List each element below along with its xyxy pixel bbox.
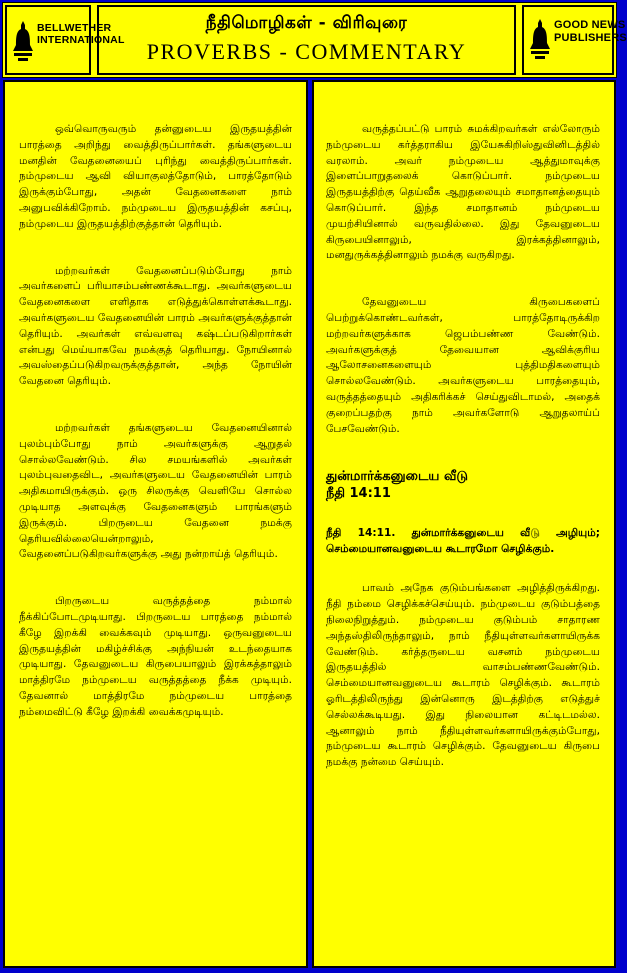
title-english: PROVERBS - COMMENTARY <box>146 39 467 64</box>
bell-icon <box>12 19 34 63</box>
verse-text: நீதி 14:11. துன்மார்க்கனுடைய வீடு அழியும்; செம்மையானவனுடைய கூடாரமோ செழிக்கும். <box>326 527 600 555</box>
title-tamil: நீதிமொழிகள் - விரிவுரை <box>205 13 408 33</box>
paragraph: வருத்தப்பட்டு பாரம் சுமக்கிறவர்கள் எல்லோரும் நம்முடைய கர்த்தராகிய இயேசுகிறிஸ்துவினிடத்தில் வரலாம். அவர் நம்முடைய ஆத்துமாவுக்கு இளைப்பாறுதலைக் கொடுப்பார். நம்முடைய இருதயத்திற்கு தெய்வீக ஆறுதலையும் சமாதானத்தையும் கொடுப்பார். இந்த சமாதானம் நம்முடைய முயற்சியினால் வருவதில்லை. இது தேவனுடைய கிருபையினாலும், இரக்கத்தினாலும், மனதுருக்கத்தினாலும் நமக்கு வருகிறது. <box>326 123 600 262</box>
right-column <box>312 80 616 968</box>
paragraph: மற்றவர்கள் வேதனைப்படும்போது நாம் அவர்களைப் பரியாசம்பண்ணக்கூடாது. அவர்களுடைய வேதனைகளை எளிதாக எடுத்துக்கொள்ளக்கூடாது. அவர்களுடைய வேதனையின் பாரம் அவர்களுக்குத்தான் தெரியும். அவர்கள் எவ்வளவு கஷ்டப்படுகிறார்கள் என்பது மெய்யாகவே நமக்குத் தெரியாது. நோயினால் அவஸ்தைப்படுகிறவருக்குத்தான், அந்த நோயின் வேதனை தெரியும். <box>19 264 292 388</box>
good-news-logo-text: GOOD NEWS PUBLISHERS <box>554 19 627 44</box>
section-heading: துன்மார்க்கனுடைய வீடு நீதி 14:11 <box>326 469 469 502</box>
paragraph: மற்றவர்கள் தங்களுடைய வேதனையினால் புலம்பும்போது நாம் அவர்களுக்கு ஆறுதல் சொல்லவேண்டும். சில சமயங்களில் அவர்கள் புலம்புவதைவிட, அவர்களுடைய வேதனையின் பாரம் அதிகமாயிருக்கும். ஒரு சிலருக்கு வெளியே சொல்ல முடியாத அளவுக்கு வேதனைகளும் பாரங்களும் இருக்கும். பிறருடைய வேதனை நமக்கு தெரியவில்லையென்றாலும், வேதனைப்படுகிறவர்களுக்கு அது நன்றாய்த் தெரியும். <box>19 421 292 561</box>
page-header <box>2 2 627 78</box>
paragraph: தேவனுடைய கிருபைகளைப் பெற்றுக்கொண்டவர்கள், பாரத்தோடிருக்கிற மற்றவர்களுக்காக ஜெபம்பண்ண வேண்டும். அவர்களுக்குத் தேவையான ஆவிக்குரிய ஆலோசனைகளையும் புத்திமதிகளையும் சொல்லவேண்டும். அவர்களுடைய பாரத்தையும், வருத்தத்தையும் அதிகரிக்கச் செய்துவிடாமல், அதைக் குறைப்பதற்கு நாம் அவர்களோடு ஆறுதலாய்ப் பேசவேண்டும். <box>326 296 600 435</box>
title-block <box>97 5 516 75</box>
bellwether-logo-text: BELLWETHER INTERNATIONAL <box>37 22 125 46</box>
paragraph: ஒவ்வொருவரும் தன்னுடைய இருதயத்தின் பாரத்தை அறிந்து வைத்திருப்பார்கள். தங்களுடைய மனதின் வேதனையைப் புரிந்து வைத்திருப்பார்கள். நம்முடைய ஆவி வியாகுலத்தோடும், பாரத்தோடும் இருக்கும்போது, அதன் வேதனைகளை நாம் அனுபவிக்கிறோம். நம்முடைய இருதயத்தின் கசப்பு, நம்முடைய இருதயத்திற்குத்தான் தெரியும். <box>19 123 292 230</box>
paragraph: பிறருடைய வருத்தத்தை நம்மால் நீக்கிப்போடமுடியாது. பிறருடைய பாரத்தை நம்மால் கீழே இறக்கி வைக்கவும் முடியாது. ஒருவனுடைய இருதயத்தின் மகிழ்ச்சிக்கு அந்நியன் உடந்தையாக முடியாது. தேவனுடைய கிருபையாலும் இரக்கத்தாலும் மாத்திரமே நம்முடைய வருத்தத்தை நீக்க முடியும். தேவனால் மாத்திரமே நம்முடைய பாரத்தை நம்மைவிட்டு கீழே இறக்கி வைக்கமுடியும். <box>19 595 292 718</box>
good-news-logo <box>522 5 627 75</box>
paragraph: பாவம் அநேக குடும்பங்களை அழித்திருக்கிறது. நீதி நம்மை செழிக்கச்செய்யும். நம்முடைய குடும்பத்தை நிலைநிறுத்தும். நம்முடைய குடும்பம் சாதாரண அந்தஸ்திலிருந்தாலும், நாம் நீதியுள்ளவர்களாயிருக்க வேண்டும். கர்த்தருடைய வசனம் நம்முடைய இருதயத்தில் வாசம்பண்ணவேண்டும். செம்மையானவனுடைய கூடாரம் செழிக்கும். கூடாரம் ஓரிடத்திலிருந்து இன்னொரு இடத்திற்கு எடுத்துச் செல்லக்கூடியது. இது நிலையான கட்டிடமல்ல. ஆனாலும் நாம் நீதியுள்ளவர்களாயிருக்கும்போது, நம்முடைய கூடாரம் செழிக்கும். தேவனுடைய கிருபை நமக்கு நன்மை செய்யும். <box>326 582 600 769</box>
bellwether-logo <box>5 5 125 75</box>
left-column <box>3 80 308 968</box>
bell-icon <box>529 17 551 61</box>
